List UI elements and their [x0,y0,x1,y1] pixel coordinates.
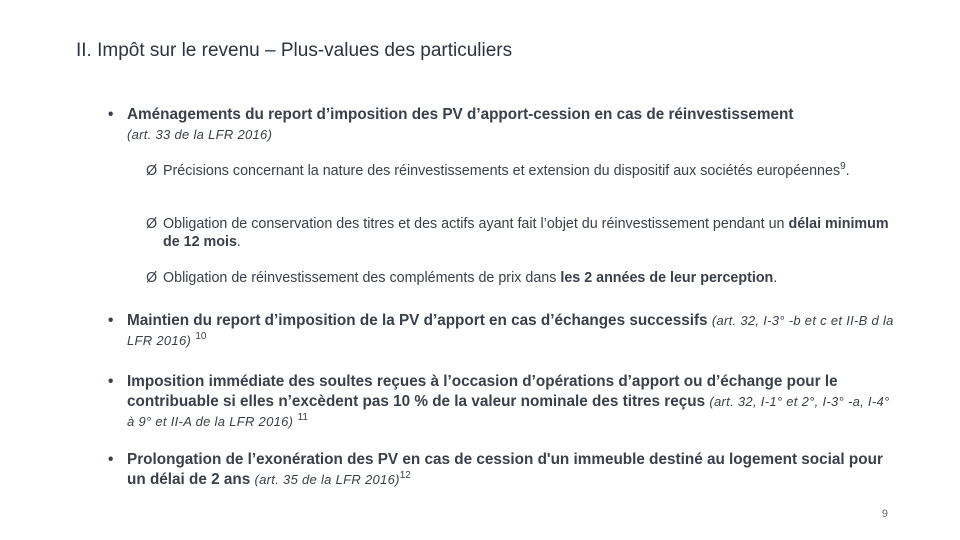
bullet-text: Maintien du report d’imposition de la PV d’apport en cas d’échanges successifs [127,312,712,329]
sub-item-text: Obligation de conservation des titres et des actifs ayant fait l’objet du réinvestissement pendant un [163,216,789,232]
sub-item-conservation [146,215,891,251]
sub-item-complements-prix [146,269,891,287]
bullet-marker: • [108,451,114,468]
page-number: 9 [881,508,888,520]
arrow-bullet-icon: Ø [146,163,158,179]
slide-title: II. Impôt sur le revenu – Plus-values des particuliers [76,40,513,61]
bullet-reference: (art. 32, I-1° et 2°, I-3° -a, I-4° à 9° et II-A de la LFR 2016) [127,394,890,429]
footnote-marker: 11 [297,411,308,423]
bullet-marker: • [108,106,114,123]
bullet-imposition-soultes [108,372,898,432]
bullet-reference: (art. 32, I-3° -b et c et II-B d la LFR 2016) [127,313,894,348]
footnote-marker: 12 [399,469,411,481]
sub-item-reinvestissements [146,162,891,180]
bullet-text: Prolongation de l’exonération des PV en cas de cession d'un immeuble destiné au logement social pour un délai de 2 ans [127,451,883,488]
sub-item-end: . [236,234,241,250]
sub-item-emphasis: délai minimum de 12 mois [163,216,889,250]
bullet-maintien-report [108,311,898,351]
footnote-marker: 9 [840,161,846,173]
sub-item-end: . [773,270,778,286]
bullet-reference: (art. 35 de la LFR 2016) [254,472,400,487]
arrow-bullet-icon: Ø [146,270,158,286]
footnote-marker: 10 [195,330,207,342]
bullet-report-imposition [108,105,898,145]
arrow-bullet-icon: Ø [146,216,158,232]
bullet-marker: • [108,373,114,390]
sub-item-emphasis: les 2 années de leur perception [560,270,774,286]
bullet-text: Aménagements du report d’imposition des PV d’apport-cession en cas de réinvestissement [127,106,794,123]
bullet-marker: • [108,312,114,329]
sub-item-text: Obligation de réinvestissement des compléments de prix dans [163,270,561,286]
sub-item-end: . [845,163,850,179]
bullet-reference: (art. 33 de la LFR 2016) [127,127,273,142]
sub-item-text: Précisions concernant la nature des réinvestissements et extension du dispositif aux sociétés européennes [163,163,841,179]
bullet-prolongation-exoneration [108,450,898,490]
bullet-text: Imposition immédiate des soultes reçues à l’occasion d’opérations d’apport ou d’échange pour le contribuable si elles n’excèdent pas 10 % de la valeur nominale des titres reçus [127,373,838,410]
